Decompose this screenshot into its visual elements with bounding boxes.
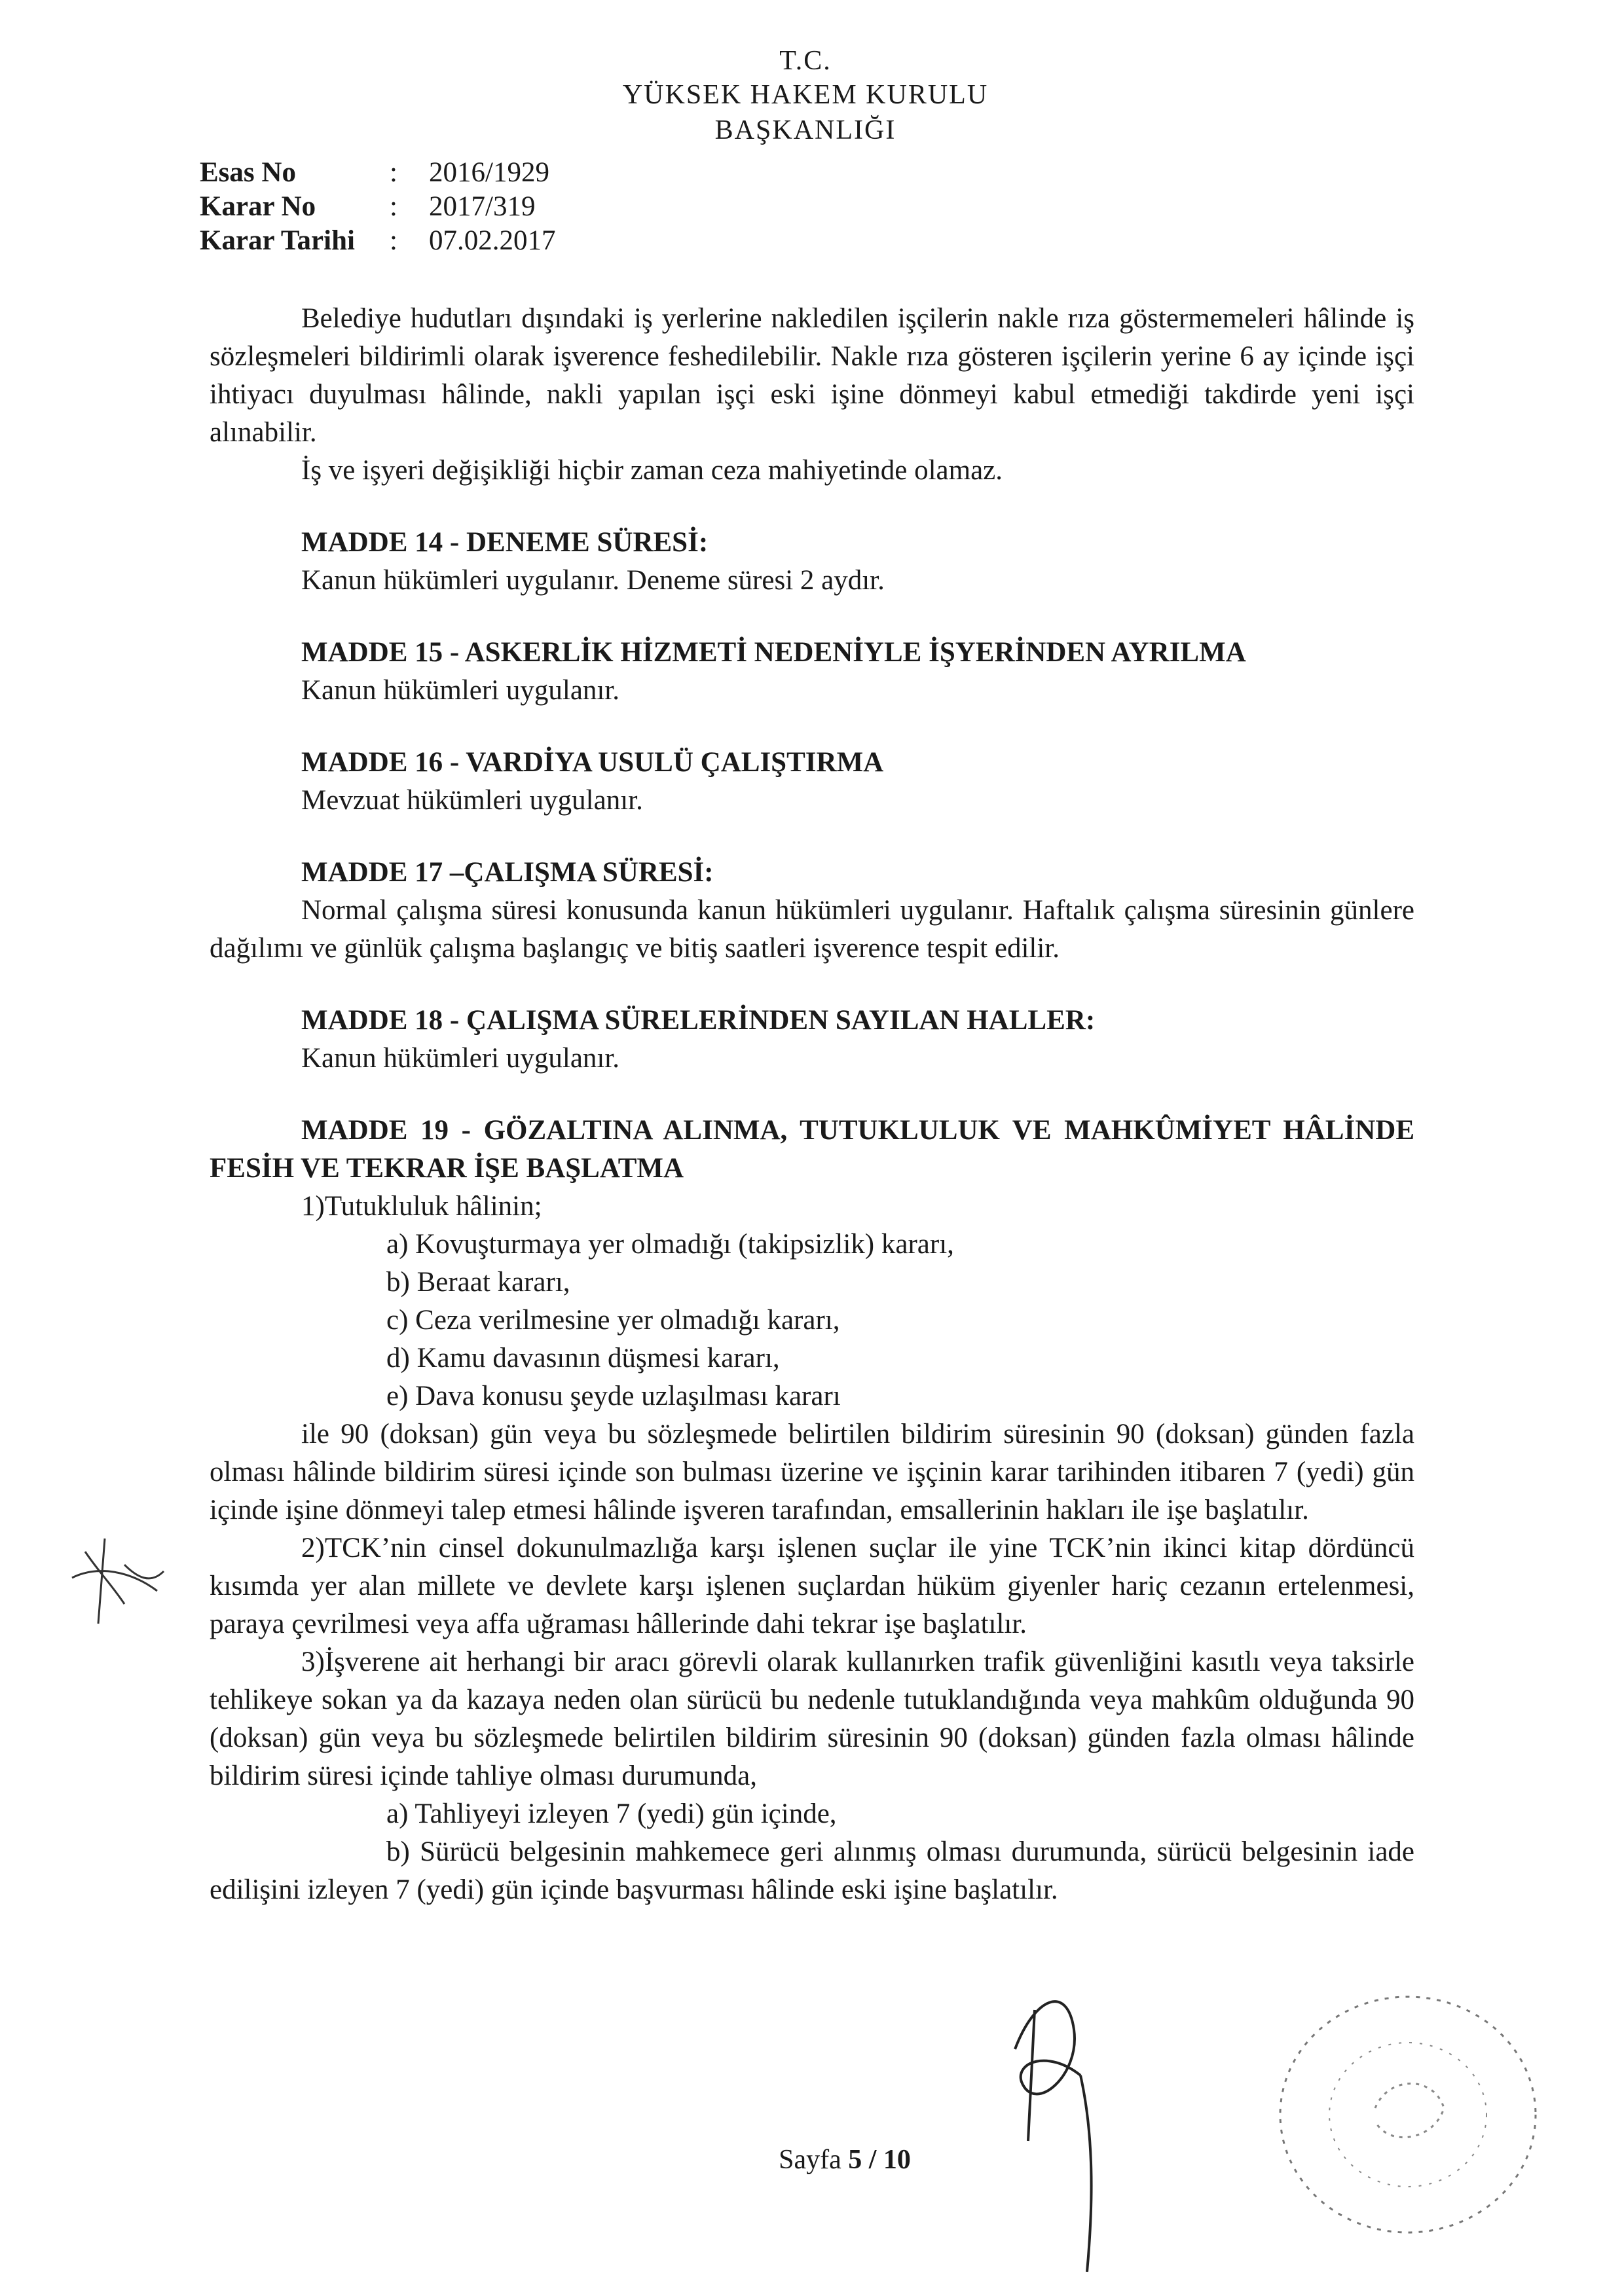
official-stamp <box>1257 1977 1559 2252</box>
tarih-label: Karar Tarihi <box>200 225 355 256</box>
article-19-paragraph-3: 2)TCK’nin cinsel dokunulmazlığa karşı işlenen suçlar ile yine TCK’nin ikinci kitap dördüncü kısımda yer alan millete ve devlete karşı işlenen suçlardan hüküm giyenler hariç cezanın ertelenmesi, paraya çevrilmesi veya affa uğraması hâllerinde dahi tekrar işe başlatılır. <box>210 1533 1414 1639</box>
intro-paragraph-2: İş ve işyeri değişikliği hiçbir zaman ceza mahiyetinde olamaz. <box>301 455 1003 486</box>
colon: : <box>390 191 397 222</box>
article-19-paragraph-4b: b) Sürücü belgesinin mahkemece geri alınmış olması durumunda, sürücü belgesinin iade edilişini izleyen 7 (yedi) gün içinde başvurması hâlinde eski işine başlatılır. <box>210 1836 1414 1905</box>
article-16-title: MADDE 16 - VARDİYA USULÜ ÇALIŞTIRMA <box>301 747 884 778</box>
article-14-text: Kanun hükümleri uygulanır. Deneme süresi 2 aydır. <box>301 565 885 596</box>
article-18-title: MADDE 18 - ÇALIŞMA SÜRELERİNDEN SAYILAN HALLER: <box>301 1005 1096 1036</box>
page-prefix: Sayfa <box>779 2145 849 2175</box>
signature <box>995 1971 1126 2278</box>
list-item: b) Beraat kararı, <box>386 1267 570 1298</box>
document-body <box>210 300 1414 1909</box>
esas-label: Esas No <box>200 157 296 188</box>
article-18-text: Kanun hükümleri uygulanır. <box>301 1043 620 1074</box>
karar-value: 2017/319 <box>429 191 536 222</box>
article-19-paragraph-1: 1)Tutukluluk hâlinin; <box>301 1191 542 1222</box>
tarih-value: 07.02.2017 <box>429 225 556 256</box>
header-tc: T.C. <box>779 46 832 76</box>
list-item: a) Tahliyeyi izleyen 7 (yedi) gün içinde, <box>386 1798 837 1829</box>
page-number <box>747 2144 943 2176</box>
page-count: 5 / 10 <box>848 2145 911 2175</box>
colon: : <box>390 157 397 188</box>
tarih-row <box>200 224 556 258</box>
esas-value: 2016/1929 <box>429 157 549 188</box>
margin-initials-signature <box>59 1525 170 1630</box>
article-15-text: Kanun hükümleri uygulanır. <box>301 675 620 706</box>
intro-paragraph-1: Belediye hudutları dışındaki iş yerlerine nakledilen işçilerin nakle rıza göstermemeleri hâlinde iş sözleşmeleri bildirimli olarak işverence feshedilebilir. Nakle rıza gösteren işçilerin yerine 6 ay içinde işçi ihtiyacı duyulması hâlinde, nakli yapılan işçi eski işine dönmeyi kabul etmediği takdirde yeni işçi alınabilir. <box>210 303 1414 448</box>
header-institution: YÜKSEK HAKEM KURULU <box>622 80 989 110</box>
list-item: d) Kamu davasının düşmesi kararı, <box>386 1343 780 1374</box>
article-19-paragraph-2: ile 90 (doksan) gün veya bu sözleşmede belirtilen bildirim süresinin 90 (doksan) günden fazla olması hâlinde bildirim süresi içinde son bulması üzerine ve işçinin karar tarihinden itibaren 7 (yedi) gün içinde işine dönmeyi talep etmesi hâlinde işveren tarafından, emsallerinin hakları ile işe başlatılır. <box>210 1419 1414 1525</box>
article-17-title: MADDE 17 –ÇALIŞMA SÜRESİ: <box>301 857 714 888</box>
list-item: c) Ceza verilmesine yer olmadığı kararı, <box>386 1305 840 1336</box>
article-17-text: Normal çalışma süresi konusunda kanun hükümleri uygulanır. Haftalık çalışma süresinin günlere dağılımı ve günlük çalışma başlangıç ve bitiş saatleri işverence tespit edilir. <box>210 895 1414 964</box>
meta-block <box>200 156 556 258</box>
header-presidency: BAŞKANLIĞI <box>714 115 896 145</box>
list-item: e) Dava konusu şeyde uzlaşılması kararı <box>386 1381 841 1412</box>
article-19-title: MADDE 19 - GÖZALTINA ALINMA, TUTUKLULUK VE MAHKÛMİYET HÂLİNDE FESİH VE TEKRAR İŞE BAŞLATMA <box>210 1115 1414 1184</box>
karar-row <box>200 190 556 224</box>
karar-label: Karar No <box>200 191 316 222</box>
colon: : <box>390 225 397 256</box>
article-14-title: MADDE 14 - DENEME SÜRESİ: <box>301 527 709 558</box>
article-16-text: Mevzuat hükümleri uygulanır. <box>301 785 643 816</box>
list-item: a) Kovuşturmaya yer olmadığı (takipsizlik) kararı, <box>386 1229 954 1260</box>
esas-row <box>200 156 556 190</box>
article-15-title: MADDE 15 - ASKERLİK HİZMETİ NEDENİYLE İŞYERİNDEN AYRILMA <box>301 637 1246 668</box>
article-19-paragraph-4: 3)İşverene ait herhangi bir aracı görevli olarak kullanırken trafik güvenliğini kasıtlı veya taksirle tehlikeye sokan ya da kazaya neden olan sürücü bu nedenle tutuklandığında veya mahkûm olduğunda 90 (doksan) gün veya bu sözleşmede belirtilen bildirim süresinin 90 (doksan) günden fazla olması hâlinde bildirim süresi içinde tahliye olması durumunda, <box>210 1647 1414 1791</box>
